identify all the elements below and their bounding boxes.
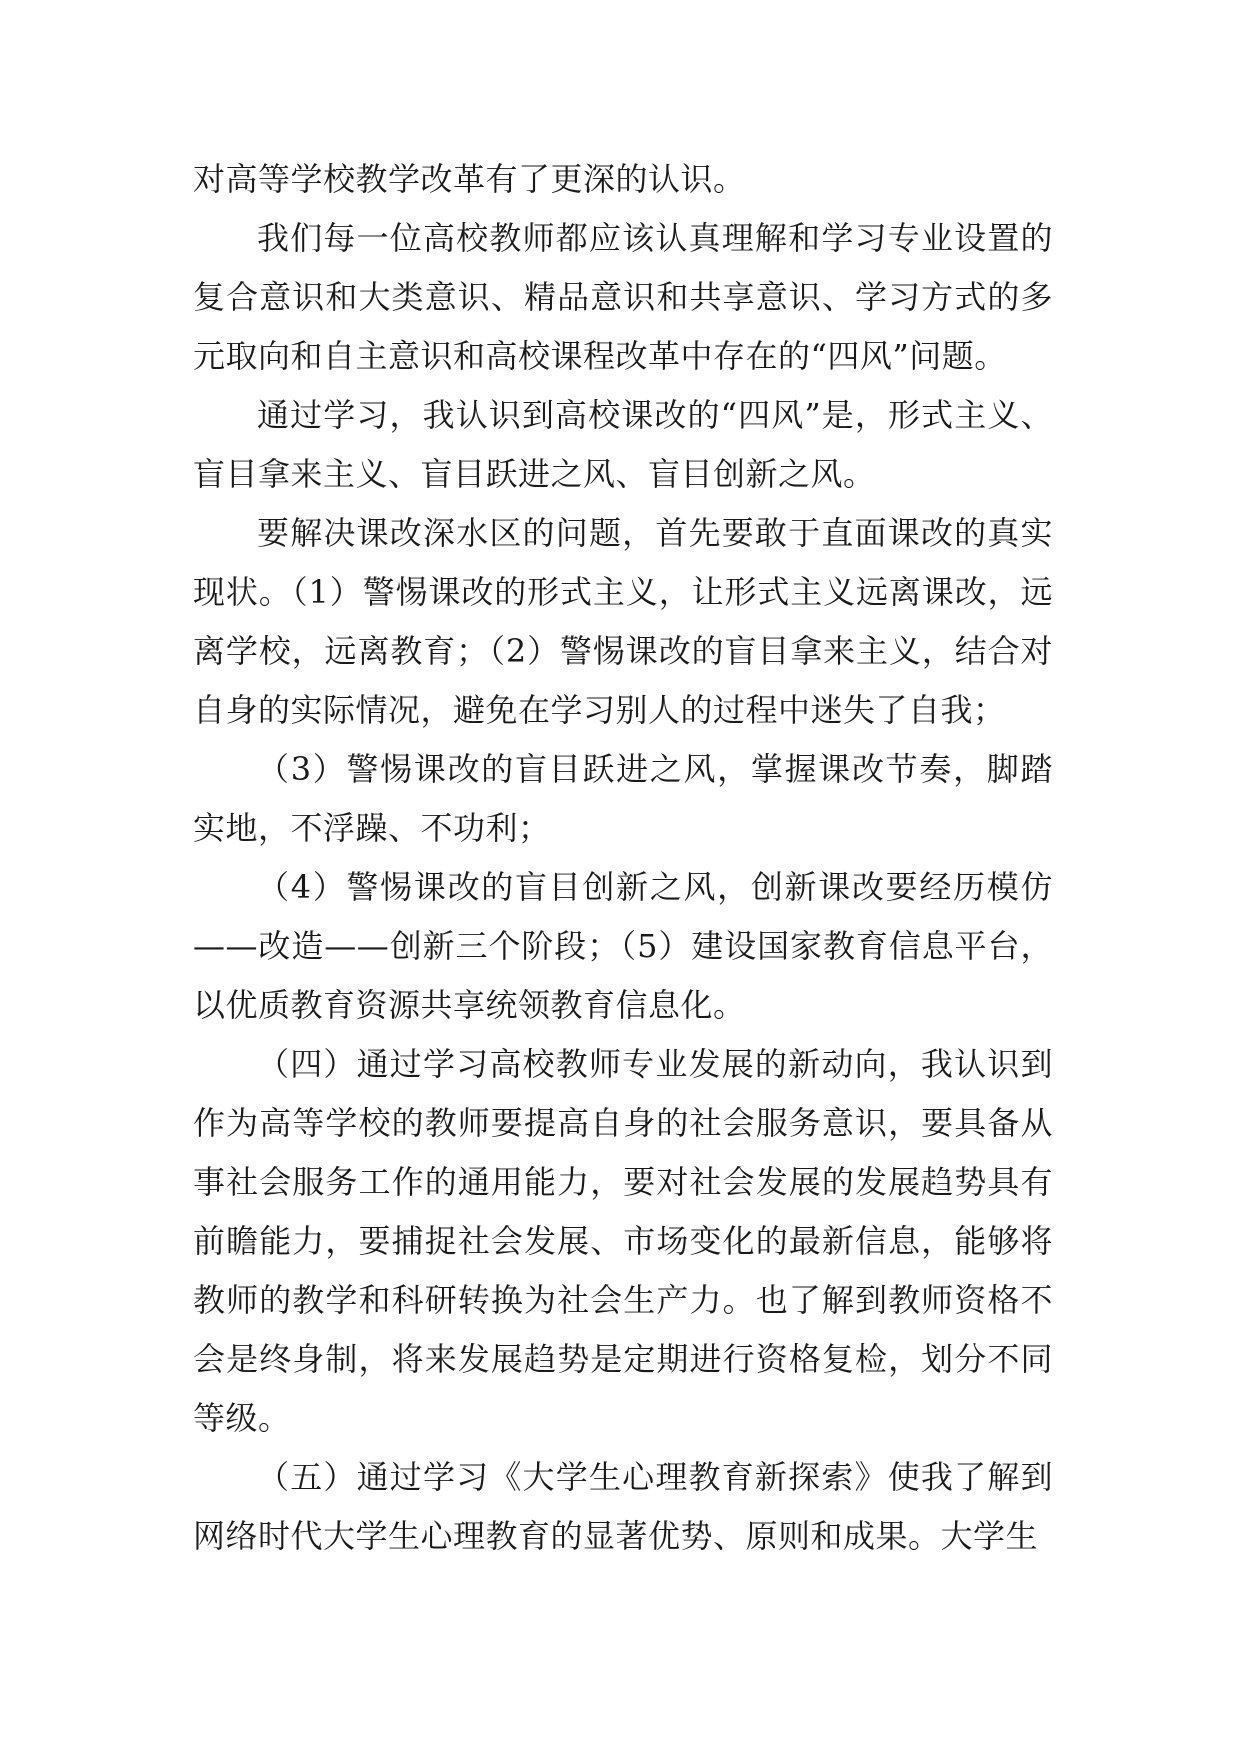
paragraph: 我们每一位高校教师都应该认真理解和学习专业设置的复合意识和大类意识、精品意识和共享意识、学习方式的多元取向和自主意识和高校课程改革中存在的“四风”问题。 (193, 219, 1053, 375)
paragraph: （五）通过学习《大学生心理教育新探索》使我了解到网络时代大学生心理教育的显著优势、原则和成果。大学生 (193, 1458, 1053, 1555)
document-body (193, 150, 1053, 1566)
paragraph: 通过学习，我认识到高校课改的“四风”是，形式主义、盲目拿来主义、盲目跃进之风、盲目创新之风。 (193, 396, 1053, 493)
paragraph: （3）警惕课改的盲目跃进之风，掌握课改节奏，脚踏实地，不浮躁、不功利； (193, 750, 1053, 847)
paragraph: 对高等学校教学改革有了更深的认识。 (193, 160, 746, 198)
paragraph: （4）警惕课改的盲目创新之风，创新课改要经历模仿——改造——创新三个阶段；（5）建设国家教育信息平台，以优质教育资源共享统领教育信息化。 (193, 868, 1053, 1024)
paragraph: 要解决课改深水区的问题，首先要敢于直面课改的真实现状。（1）警惕课改的形式主义，让形式主义远离课改，远离学校，远离教育；（2）警惕课改的盲目拿来主义，结合对自身的实际情况，避免在学习别人的过程中迷失了自我； (193, 514, 1053, 729)
paragraph: （四）通过学习高校教师专业发展的新动向，我认识到作为高等学校的教师要提高自身的社会服务意识，要具备从事社会服务工作的通用能力，要对社会发展的发展趋势具有前瞻能力，要捕捉社会发展、市场变化的最新信息，能够将教师的教学和科研转换为社会生产力。也了解到教师资格不会是终身制，将来发展趋势是定期进行资格复检，划分不同等级。 (193, 1045, 1053, 1437)
